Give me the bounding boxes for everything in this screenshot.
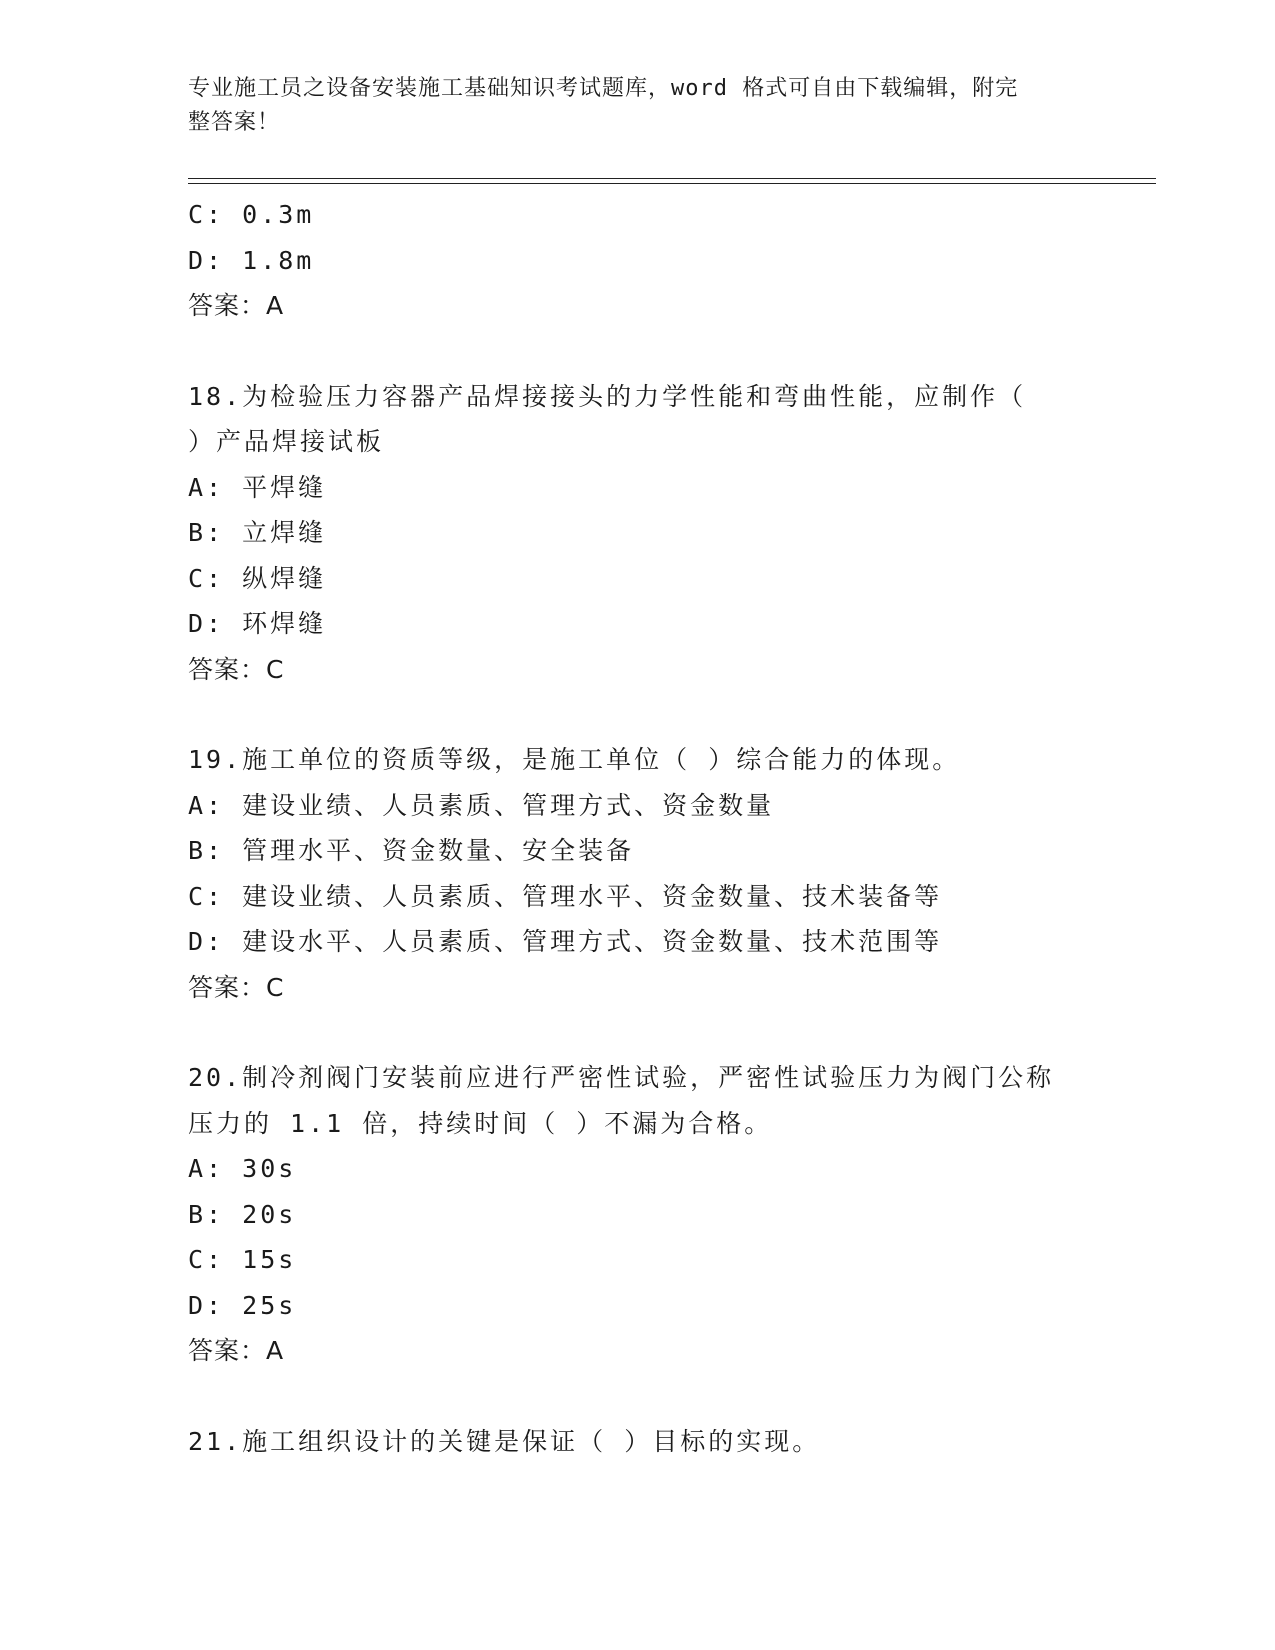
option-b: B: 20s (188, 1199, 297, 1229)
header-title-line-2: 整答案！ (188, 110, 281, 135)
question-stem-continued: 压力的 1.1 倍，持续时间（ ）不漏为合格。 (188, 1108, 773, 1138)
answer-line: 答案：A (188, 291, 285, 320)
option-c: C: 0.3m (188, 200, 315, 229)
option-d: D: 25s (188, 1290, 297, 1320)
question-21 (188, 1419, 1108, 1465)
header-divider (188, 178, 1156, 184)
header-title-line-1: 专业施工员之设备安装施工基础知识考试题库，word 格式可自由下载编辑，附完 (188, 76, 1019, 101)
answer-line: 答案：C (188, 972, 285, 1002)
answer-line: 答案：A (188, 1336, 285, 1365)
question-stem: 19.施工单位的资质等级，是施工单位（ ）综合能力的体现。 (188, 745, 961, 774)
answer-line: 答案：C (188, 654, 285, 684)
option-c: C: 纵焊缝 (188, 563, 327, 593)
question-stem-continued: ）产品焊接试板 (188, 427, 385, 456)
question-19 (188, 737, 1108, 1010)
option-a: A: 30s (188, 1154, 297, 1183)
document-header (188, 72, 1068, 140)
option-a: A: 平焊缝 (188, 472, 327, 502)
option-c: C: 建设业绩、人员素质、管理水平、资金数量、技术装备等 (188, 881, 943, 911)
option-b: B: 立焊缝 (188, 518, 327, 547)
question-18 (188, 374, 1108, 693)
option-a: A: 建设业绩、人员素质、管理方式、资金数量 (188, 790, 775, 820)
option-c: C: 15s (188, 1245, 297, 1274)
question-stem: 20.制冷剂阀门安装前应进行严密性试验，严密性试验压力为阀门公称 (188, 1063, 1055, 1092)
option-d: D: 建设水平、人员素质、管理方式、资金数量、技术范围等 (188, 927, 943, 956)
question-17 (188, 192, 1108, 329)
option-b: B: 管理水平、资金数量、安全装备 (188, 836, 635, 865)
question-list (188, 192, 1108, 1464)
question-20 (188, 1055, 1108, 1374)
question-stem: 18.为检验压力容器产品焊接接头的力学性能和弯曲性能，应制作（ (188, 381, 1027, 411)
option-d: D: 1.8m (188, 245, 315, 275)
option-d: D: 环焊缝 (188, 609, 327, 638)
question-stem: 21.施工组织设计的关键是保证（ ）目标的实现。 (188, 1426, 821, 1456)
